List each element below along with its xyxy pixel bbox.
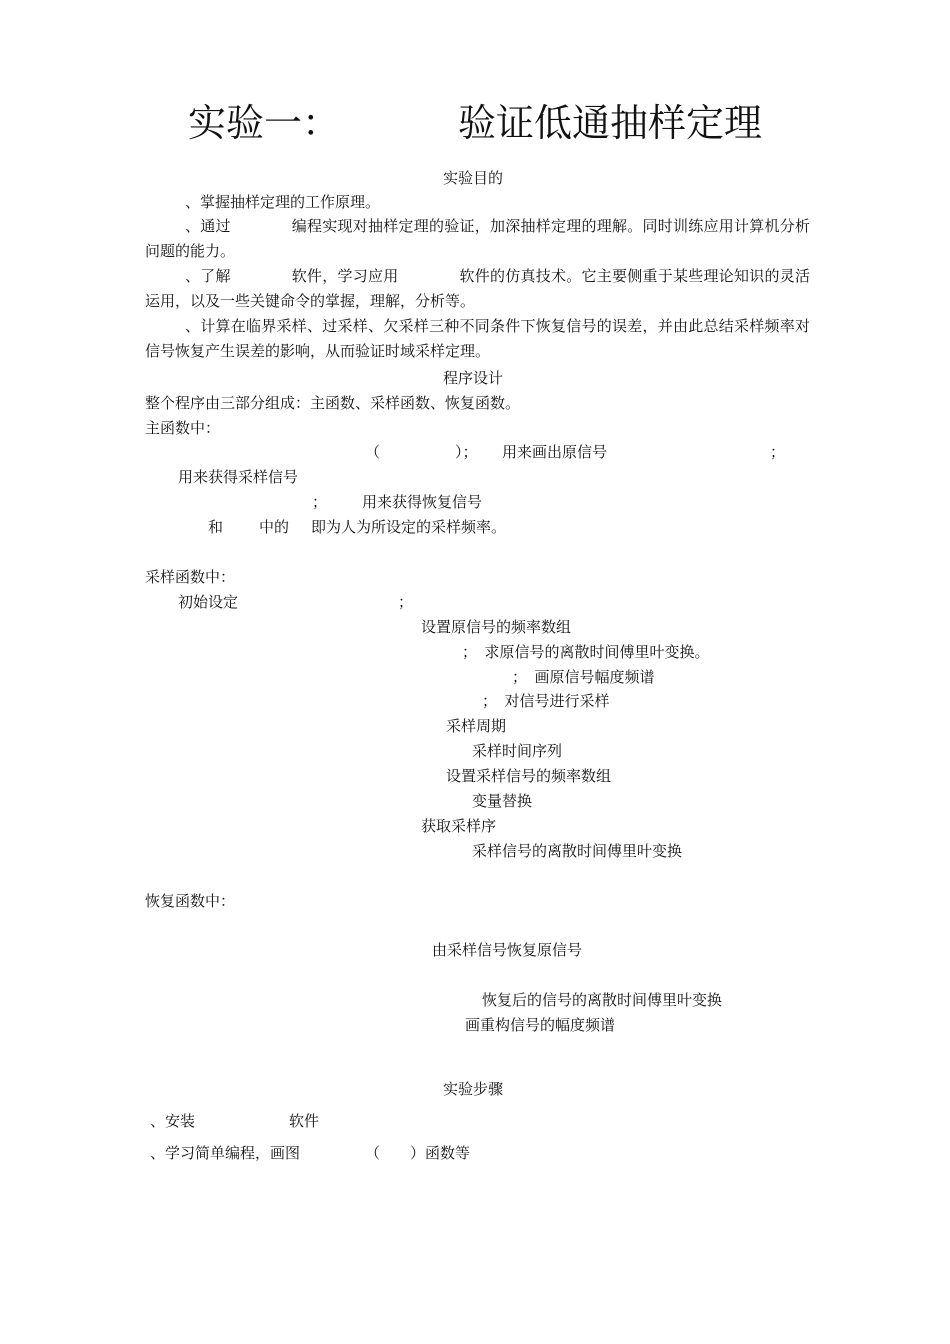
sample-line-time-seq: 采样时间序列 (472, 742, 563, 760)
section-heading-purpose: 实验目的 (443, 169, 504, 187)
title-main: 验证低通抽样定理 (458, 101, 763, 145)
sample-line-init: 初始设定 (178, 593, 239, 611)
main-line-paren: （ ）； (365, 443, 478, 461)
purpose-item-2: 、通过 编程实现对抽样定理的验证，加深抽样定理的理解。同时训练应用计算机分析问题的能力。 (145, 217, 810, 260)
sample-line-sample-dtft: 采样信号的离散时间傅里叶变换 (472, 842, 683, 860)
recover-line-plot-spectrum: 画重构信号的幅度频谱 (465, 1016, 616, 1034)
title-prefix: 实验一： (188, 101, 341, 145)
sample-line-semicolon: ； (398, 593, 414, 611)
main-line-semicolon-2: ； (312, 493, 328, 511)
section-heading-steps: 实验步骤 (443, 1080, 504, 1098)
purpose-item-3: 、了解 软件，学习应用 软件的仿真技术。它主要侧重于某些理论知识的灵活运用，以及一些关键命令的掌握，理解，分析等。 (145, 267, 810, 310)
recover-line-dtft: 恢复后的信号的离散时间傅里叶变换 (482, 991, 723, 1009)
main-line-get-sample: 用来获得采样信号 (178, 468, 299, 486)
main-line-get-recover: 用来获得恢复信号 (362, 493, 483, 511)
main-line-semicolon: ； (770, 443, 786, 461)
sample-line-var-replace: 变量替换 (472, 792, 533, 810)
step-1-software: 软件 (289, 1112, 320, 1130)
sample-line-plot-spectrum: ； 画原信号幅度频谱 (512, 668, 655, 686)
purpose-item-1: 、掌握抽样定理的工作原理。 (185, 193, 381, 211)
program-intro: 整个程序由三部分组成：主函数、采样函数、恢复函数。 (145, 394, 521, 412)
step-1-install: 、安装 (150, 1112, 196, 1130)
sample-line-do-sample: ； 对信号进行采样 (482, 692, 610, 710)
recover-function-label: 恢复函数中： (145, 892, 236, 910)
sample-line-dtft: ； 求原信号的离散时间傅里叶变换。 (462, 643, 710, 661)
main-line-sample-freq: 即为人为所设定的采样频率。 (311, 518, 507, 536)
recover-line-recover: 由采样信号恢复原信号 (432, 941, 583, 959)
sample-function-label: 采样函数中： (145, 568, 236, 586)
step-2-learn: 、学习简单编程，画图 (150, 1144, 301, 1162)
main-line-in: 中的 (259, 518, 290, 536)
main-line-plot-original: 用来画出原信号 (502, 443, 608, 461)
sample-line-freq-array: 设置原信号的频率数组 (421, 618, 572, 636)
purpose-item-4: 、计算在临界采样、过采样、欠采样三种不同条件下恢复信号的误差，并由此总结采样频率对信号恢复产生误差的影响，从而验证时域采样定理。 (145, 317, 810, 360)
step-2-functions: （ ）函数等 (365, 1144, 471, 1162)
sample-line-sample-freq-array: 设置采样信号的频率数组 (446, 767, 612, 785)
main-function-label: 主函数中： (145, 419, 221, 437)
section-heading-design: 程序设计 (443, 369, 504, 387)
sample-line-period: 采样周期 (446, 717, 507, 735)
sample-line-get-seq: 获取采样序 (421, 817, 497, 835)
main-line-and: 和 (208, 518, 224, 536)
